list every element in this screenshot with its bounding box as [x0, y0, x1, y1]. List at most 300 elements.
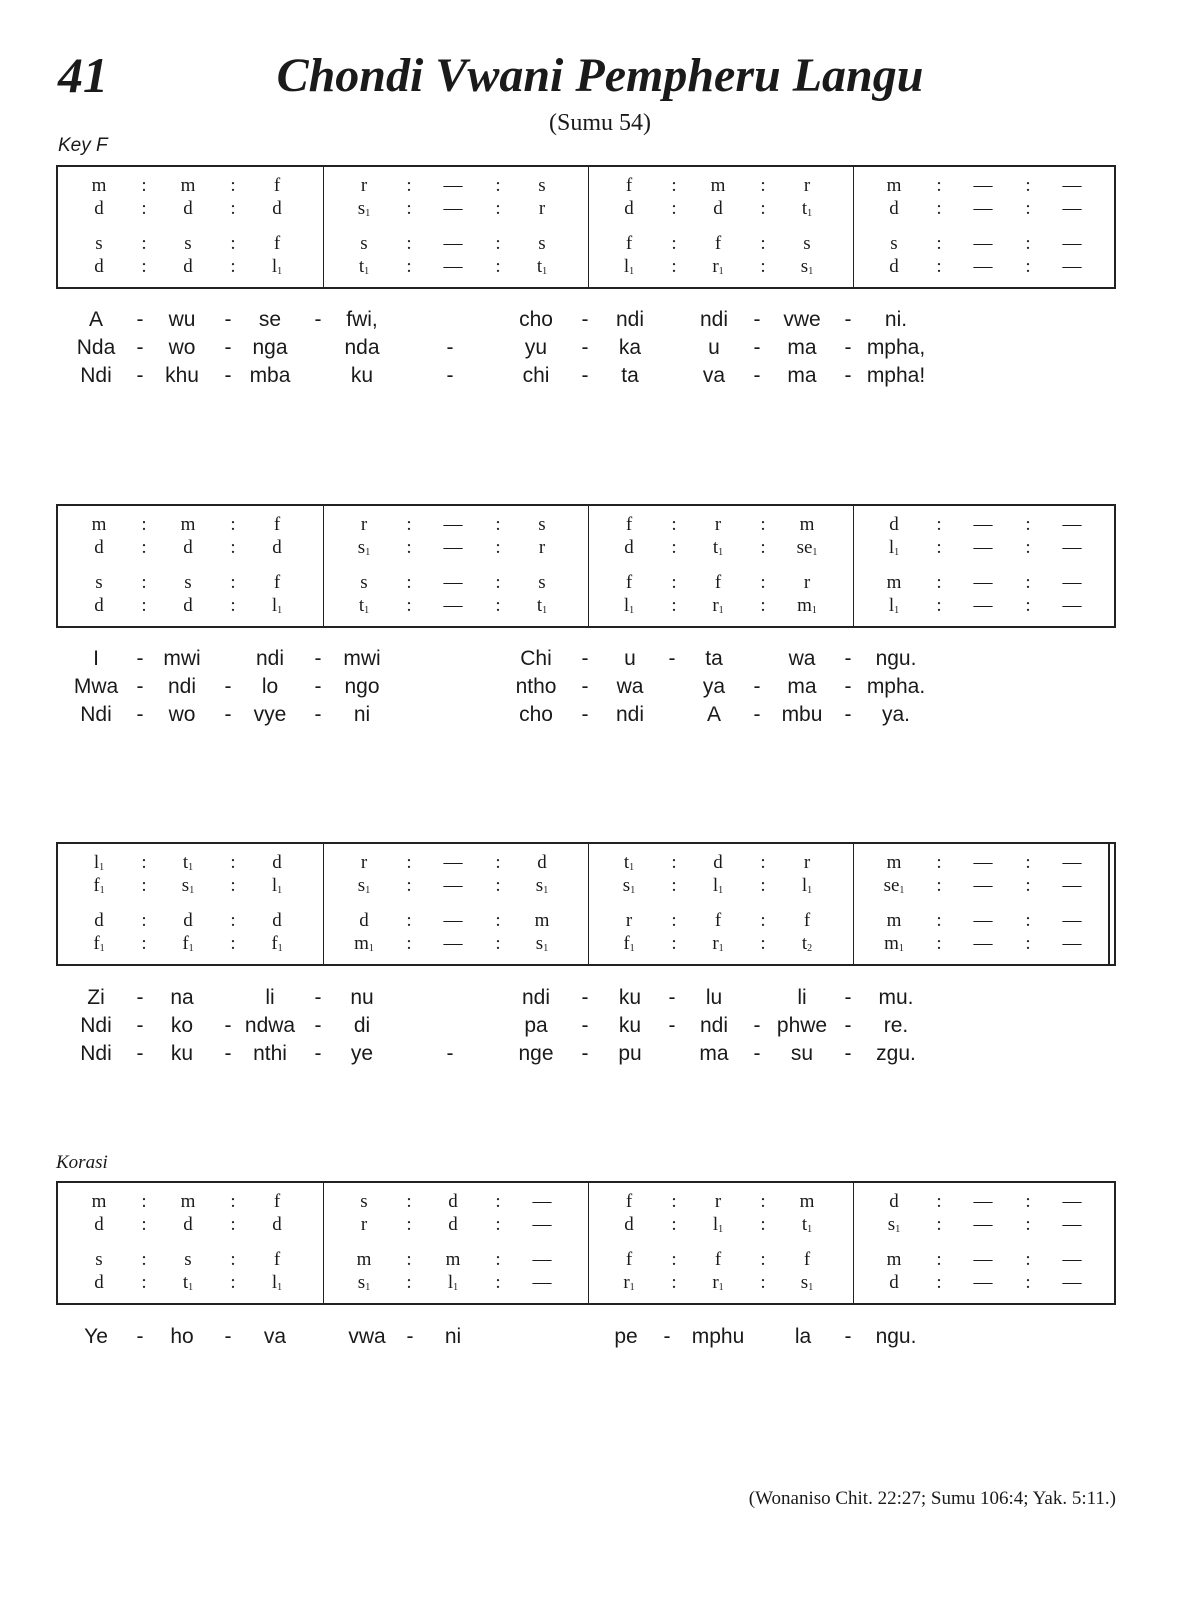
beat-separator: : — [406, 572, 412, 593]
sol-fa-note: d — [94, 1272, 104, 1293]
voice-row — [58, 233, 323, 255]
sol-fa-note: — — [1062, 198, 1082, 219]
sol-fa-note: r — [360, 852, 368, 873]
sol-fa-note: s — [538, 175, 546, 196]
sol-fa-note: s — [184, 233, 192, 254]
lyric-syllable: li — [797, 986, 807, 1009]
sol-fa-note: — — [532, 1272, 552, 1293]
lyric-syllable: wo — [168, 336, 196, 359]
voice-row — [588, 537, 853, 559]
sol-fa-note: — — [443, 933, 463, 954]
syllable-hyphen: - — [581, 703, 589, 726]
sol-fa-note: — — [1062, 933, 1082, 954]
beat-separator: : — [671, 256, 677, 277]
measure — [853, 167, 1118, 287]
beat-separator: : — [230, 514, 236, 535]
lyric-syllable: cho — [519, 308, 553, 331]
measure — [588, 506, 854, 626]
sol-fa-note: $s_1$ — [357, 198, 371, 219]
sol-fa-note: $m_1$ — [797, 595, 817, 616]
sol-fa-note: — — [1062, 1214, 1082, 1235]
lyric-syllable: yu — [524, 336, 548, 359]
sol-fa-note: d — [889, 1191, 899, 1212]
lyric-syllable: nda — [344, 336, 380, 359]
chorus-label: Korasi — [56, 1152, 108, 1173]
syllable-hyphen: - — [844, 308, 852, 331]
sol-fa-note: $s_1$ — [800, 1272, 814, 1293]
lyric-syllable: vwa — [348, 1325, 386, 1348]
syllable-hyphen: - — [224, 703, 232, 726]
beat-separator: : — [671, 910, 677, 931]
beat-separator: : — [495, 910, 501, 931]
sol-fa-note: $s_1$ — [800, 256, 814, 277]
sol-fa-note: $t_1$ — [536, 595, 548, 616]
beat-separator: : — [936, 572, 942, 593]
sol-fa-note: s — [184, 572, 192, 593]
beat-separator: : — [760, 198, 766, 219]
sol-fa-note: — — [443, 852, 463, 873]
sol-fa-note: m — [799, 1191, 815, 1212]
beat-separator: : — [141, 537, 147, 558]
lyric-syllable: Ye — [84, 1325, 108, 1348]
sol-fa-note: d — [183, 595, 193, 616]
sol-fa-note: $l_1$ — [888, 595, 900, 616]
sol-fa-note: r — [360, 1214, 368, 1235]
syllable-hyphen: - — [314, 675, 322, 698]
beat-separator: : — [1025, 1191, 1031, 1212]
beat-separator: : — [230, 910, 236, 931]
sol-fa-note: m — [534, 910, 550, 931]
sol-fa-note: — — [443, 256, 463, 277]
syllable-hyphen: - — [136, 986, 144, 1009]
beat-separator: : — [760, 514, 766, 535]
beat-separator: : — [1025, 572, 1031, 593]
lyric-syllable: ku — [170, 1042, 194, 1065]
voice-row — [58, 175, 323, 197]
lyric-syllable: ya. — [881, 703, 910, 726]
voice-row — [588, 572, 853, 594]
syllable-hyphen: - — [224, 1325, 232, 1348]
syllable-hyphen: - — [753, 336, 761, 359]
beat-separator: : — [141, 175, 147, 196]
lyric-syllable: A — [88, 308, 103, 331]
beat-separator: : — [936, 1191, 942, 1212]
lyric-syllable: mpha! — [866, 364, 926, 387]
sol-fa-note: f — [625, 1191, 633, 1212]
syllable-hyphen: - — [844, 986, 852, 1009]
measure — [588, 167, 854, 287]
beat-separator: : — [760, 1191, 766, 1212]
measure — [323, 167, 589, 287]
sol-fa-note: $s_1$ — [357, 1272, 371, 1293]
syllable-hyphen: - — [844, 703, 852, 726]
lyric-syllable: khu — [165, 364, 199, 387]
lyric-syllable: ni — [353, 703, 371, 726]
sol-fa-note: $l_1$ — [93, 852, 105, 873]
syllable-hyphen: - — [753, 1014, 761, 1037]
beat-separator: : — [936, 1249, 942, 1270]
beat-separator: : — [230, 933, 236, 954]
lyric-syllable: pa — [524, 1014, 548, 1037]
lyric-syllable: ndi — [615, 703, 645, 726]
sol-fa-note: $l_1$ — [712, 1214, 724, 1235]
beat-separator: : — [141, 1214, 147, 1235]
sol-fa-note: d — [94, 256, 104, 277]
lyric-syllable: di — [353, 1014, 371, 1037]
sol-fa-note: $l_1$ — [888, 537, 900, 558]
sol-fa-note: $r_1$ — [712, 1272, 724, 1293]
lyric-syllable: ho — [170, 1325, 194, 1348]
lyric-syllable: re. — [883, 1014, 909, 1037]
lyric-syllable: nga — [252, 336, 288, 359]
beat-separator: : — [495, 514, 501, 535]
beat-separator: : — [141, 233, 147, 254]
beat-separator: : — [495, 537, 501, 558]
sol-fa-note: r — [803, 175, 811, 196]
beat-separator: : — [141, 256, 147, 277]
voice-row — [853, 514, 1118, 536]
lyric-syllable: ndi — [699, 308, 729, 331]
beat-separator: : — [760, 175, 766, 196]
sol-fa-note: f — [714, 910, 722, 931]
sol-fa-note: d — [183, 198, 193, 219]
beat-separator: : — [141, 595, 147, 616]
sol-fa-note: r — [803, 572, 811, 593]
syllable-hyphen: - — [844, 336, 852, 359]
beat-separator: : — [495, 852, 501, 873]
sol-fa-note: — — [443, 572, 463, 593]
sol-fa-note: f — [273, 514, 281, 535]
sol-fa-note: m — [91, 175, 107, 196]
sol-fa-note: — — [1062, 537, 1082, 558]
lyric-syllable: ka — [618, 336, 642, 359]
voice-row — [588, 910, 853, 932]
syllable-hyphen: - — [663, 1325, 671, 1348]
sol-fa-note: d — [272, 1214, 282, 1235]
sol-fa-note: — — [973, 933, 993, 954]
lyric-syllable: ma — [787, 364, 817, 387]
voice-row — [588, 175, 853, 197]
lyric-line — [0, 362, 1200, 390]
lyric-syllable: Mwa — [73, 675, 119, 698]
sol-fa-note: $t_1$ — [358, 256, 370, 277]
syllable-hyphen: - — [224, 675, 232, 698]
beat-separator: : — [495, 1249, 501, 1270]
sol-fa-note: m — [356, 1249, 372, 1270]
sol-fa-note: d — [183, 537, 193, 558]
beat-separator: : — [406, 875, 412, 896]
sol-fa-note: — — [1062, 852, 1082, 873]
sol-fa-note: $l_1$ — [623, 595, 635, 616]
syllable-hyphen: - — [753, 703, 761, 726]
beat-separator: : — [406, 1214, 412, 1235]
sol-fa-note: — — [443, 514, 463, 535]
syllable-hyphen: - — [446, 1042, 454, 1065]
sol-fa-note: m — [886, 1249, 902, 1270]
beat-separator: : — [760, 933, 766, 954]
voice-row — [323, 852, 588, 874]
sol-fa-note: d — [183, 1214, 193, 1235]
sol-fa-note: d — [889, 198, 899, 219]
sol-fa-note: r — [714, 1191, 722, 1212]
sol-fa-note: $s_1$ — [357, 875, 371, 896]
lyric-syllable: chi — [522, 364, 550, 387]
syllable-hyphen: - — [446, 364, 454, 387]
sol-fa-note: $t_1$ — [623, 852, 635, 873]
beat-separator: : — [141, 1249, 147, 1270]
sol-fa-note: r — [360, 175, 368, 196]
lyric-syllable: lo — [261, 675, 279, 698]
voice-row — [58, 1214, 323, 1236]
sol-fa-stave — [56, 165, 1116, 289]
hymn-number: 41 — [58, 47, 108, 103]
sol-fa-note: — — [973, 572, 993, 593]
lyric-syllable: vye — [253, 703, 287, 726]
sol-fa-note: — — [443, 595, 463, 616]
lyric-syllable: ni. — [884, 308, 908, 331]
sol-fa-note: $se_1$ — [796, 537, 818, 558]
syllable-hyphen: - — [446, 336, 454, 359]
beat-separator: : — [141, 852, 147, 873]
sol-fa-note: $t_1$ — [536, 256, 548, 277]
voice-row — [58, 1272, 323, 1294]
sol-fa-note: — — [973, 537, 993, 558]
sol-fa-note: s — [95, 233, 103, 254]
lyric-syllable: ma — [787, 675, 817, 698]
lyric-syllable: lu — [705, 986, 723, 1009]
sol-fa-note: m — [710, 175, 726, 196]
lyric-syllable: va — [263, 1325, 287, 1348]
sol-fa-note: d — [889, 514, 899, 535]
sol-fa-note: f — [273, 1191, 281, 1212]
sol-fa-note: — — [973, 595, 993, 616]
beat-separator: : — [406, 595, 412, 616]
measure — [588, 844, 854, 964]
lyric-syllable: mpha, — [866, 336, 926, 359]
sol-fa-note: m — [180, 514, 196, 535]
lyric-syllable: ta — [621, 364, 639, 387]
sol-fa-note: d — [183, 256, 193, 277]
sol-fa-note: $t_1$ — [712, 537, 724, 558]
sol-fa-note: — — [443, 175, 463, 196]
beat-separator: : — [406, 537, 412, 558]
lyric-syllable: li — [265, 986, 275, 1009]
measure — [323, 844, 589, 964]
sol-fa-note: m — [91, 1191, 107, 1212]
lyric-syllable: ngo — [344, 675, 380, 698]
lyric-syllable: ndi — [699, 1014, 729, 1037]
voice-row — [323, 233, 588, 255]
voice-row — [323, 1191, 588, 1213]
lyric-syllable: wa — [616, 675, 644, 698]
beat-separator: : — [671, 514, 677, 535]
lyric-syllable: u — [708, 336, 720, 359]
sol-fa-note: f — [273, 572, 281, 593]
voice-row — [853, 198, 1118, 220]
sol-fa-note: s — [890, 233, 898, 254]
sol-fa-note: f — [273, 175, 281, 196]
lyric-syllable: Ndi — [80, 364, 112, 387]
beat-separator: : — [671, 1272, 677, 1293]
beat-separator: : — [230, 875, 236, 896]
sol-fa-note: — — [973, 198, 993, 219]
beat-separator: : — [141, 514, 147, 535]
beat-separator: : — [671, 537, 677, 558]
sol-fa-note: m — [445, 1249, 461, 1270]
beat-separator: : — [406, 514, 412, 535]
sol-fa-note: $s_1$ — [181, 875, 195, 896]
lyric-syllable: phwe — [776, 1014, 828, 1037]
sol-fa-note: d — [94, 910, 104, 931]
voice-row — [323, 1249, 588, 1271]
beat-separator: : — [495, 875, 501, 896]
beat-separator: : — [936, 256, 942, 277]
voice-row — [853, 256, 1118, 278]
sol-fa-note: $s_1$ — [887, 1214, 901, 1235]
voice-row — [58, 1249, 323, 1271]
beat-separator: : — [495, 233, 501, 254]
measure — [588, 1183, 854, 1303]
voice-row — [58, 595, 323, 617]
voice-row — [323, 933, 588, 955]
lyric-line — [0, 984, 1200, 1012]
sol-fa-note: $f_1$ — [93, 875, 105, 896]
beat-separator: : — [495, 1272, 501, 1293]
syllable-hyphen: - — [668, 647, 676, 670]
lyric-syllable: wu — [168, 308, 196, 331]
sol-fa-stave — [56, 842, 1116, 966]
voice-row — [853, 1214, 1118, 1236]
beat-separator: : — [230, 233, 236, 254]
sol-fa-note: $l_1$ — [271, 256, 283, 277]
sol-fa-note: $t_1$ — [358, 595, 370, 616]
beat-separator: : — [141, 1272, 147, 1293]
sol-fa-note: s — [538, 514, 546, 535]
sol-fa-note: r — [714, 514, 722, 535]
lyric-syllable: Nda — [76, 336, 116, 359]
sol-fa-note: d — [537, 852, 547, 873]
syllable-hyphen: - — [753, 675, 761, 698]
syllable-hyphen: - — [844, 647, 852, 670]
beat-separator: : — [141, 572, 147, 593]
voice-row — [853, 537, 1118, 559]
syllable-hyphen: - — [581, 675, 589, 698]
sol-fa-note: s — [538, 233, 546, 254]
beat-separator: : — [1025, 198, 1031, 219]
lyric-syllable: ndi — [167, 675, 197, 698]
beat-separator: : — [936, 198, 942, 219]
sol-fa-note: d — [359, 910, 369, 931]
lyric-line — [0, 1012, 1200, 1040]
sol-fa-note: f — [625, 175, 633, 196]
voice-row — [588, 198, 853, 220]
syllable-hyphen: - — [136, 1325, 144, 1348]
lyric-syllable: su — [790, 1042, 814, 1065]
beat-separator: : — [671, 175, 677, 196]
syllable-hyphen: - — [224, 364, 232, 387]
sol-fa-note: — — [1062, 595, 1082, 616]
sol-fa-note: d — [272, 198, 282, 219]
beat-separator: : — [1025, 256, 1031, 277]
beat-separator: : — [406, 1272, 412, 1293]
lyric-syllable: Zi — [87, 986, 105, 1009]
sol-fa-note: — — [1062, 572, 1082, 593]
beat-separator: : — [1025, 1272, 1031, 1293]
voice-row — [588, 875, 853, 897]
sol-fa-note: $l_1$ — [623, 256, 635, 277]
beat-separator: : — [760, 572, 766, 593]
sol-fa-note: — — [973, 175, 993, 196]
voice-row — [853, 233, 1118, 255]
lyric-syllable: Chi — [520, 647, 552, 670]
syllable-hyphen: - — [136, 1014, 144, 1037]
syllable-hyphen: - — [581, 364, 589, 387]
syllable-hyphen: - — [314, 1042, 322, 1065]
measure — [58, 844, 324, 964]
sol-fa-note: d — [713, 198, 723, 219]
beat-separator: : — [760, 595, 766, 616]
lyric-syllable: la — [794, 1325, 812, 1348]
beat-separator: : — [671, 572, 677, 593]
measure — [853, 1183, 1118, 1303]
syllable-hyphen: - — [668, 986, 676, 1009]
voice-row — [853, 1272, 1118, 1294]
lyric-line — [0, 1323, 1200, 1351]
sol-fa-note: m — [886, 852, 902, 873]
beat-separator: : — [230, 572, 236, 593]
sol-fa-note: $t_1$ — [801, 198, 813, 219]
sol-fa-note: $l_1$ — [447, 1272, 459, 1293]
sol-fa-note: f — [803, 1249, 811, 1270]
beat-separator: : — [141, 910, 147, 931]
syllable-hyphen: - — [314, 308, 322, 331]
syllable-hyphen: - — [581, 308, 589, 331]
hymn-title: Chondi Vwani Pempheru Langu — [276, 49, 924, 102]
sol-fa-note: $m_1$ — [884, 933, 904, 954]
lyric-syllable: ma — [699, 1042, 729, 1065]
sol-fa-note: — — [973, 1272, 993, 1293]
beat-separator: : — [495, 198, 501, 219]
sol-fa-note: — — [973, 1191, 993, 1212]
sol-fa-note: — — [443, 875, 463, 896]
beat-separator: : — [495, 1191, 501, 1212]
voice-row — [323, 175, 588, 197]
sol-fa-note: $s_1$ — [535, 875, 549, 896]
beat-separator: : — [1025, 875, 1031, 896]
sol-fa-note: r — [538, 537, 546, 558]
voice-row — [588, 933, 853, 955]
beat-separator: : — [1025, 852, 1031, 873]
lyric-syllable: ntho — [515, 675, 557, 698]
beat-separator: : — [141, 198, 147, 219]
measure — [853, 844, 1118, 964]
sol-fa-note: m — [886, 910, 902, 931]
syllable-hyphen: - — [844, 675, 852, 698]
voice-row — [588, 233, 853, 255]
voice-row — [323, 875, 588, 897]
voice-row — [853, 910, 1118, 932]
beat-separator: : — [406, 1191, 412, 1212]
beat-separator: : — [671, 595, 677, 616]
beat-separator: : — [760, 910, 766, 931]
beat-separator: : — [936, 1272, 942, 1293]
beat-separator: : — [1025, 910, 1031, 931]
sol-fa-note: f — [714, 572, 722, 593]
beat-separator: : — [760, 1214, 766, 1235]
beat-separator: : — [406, 233, 412, 254]
sol-fa-note: $s_1$ — [357, 537, 371, 558]
lyric-syllable: mphu — [691, 1325, 745, 1348]
